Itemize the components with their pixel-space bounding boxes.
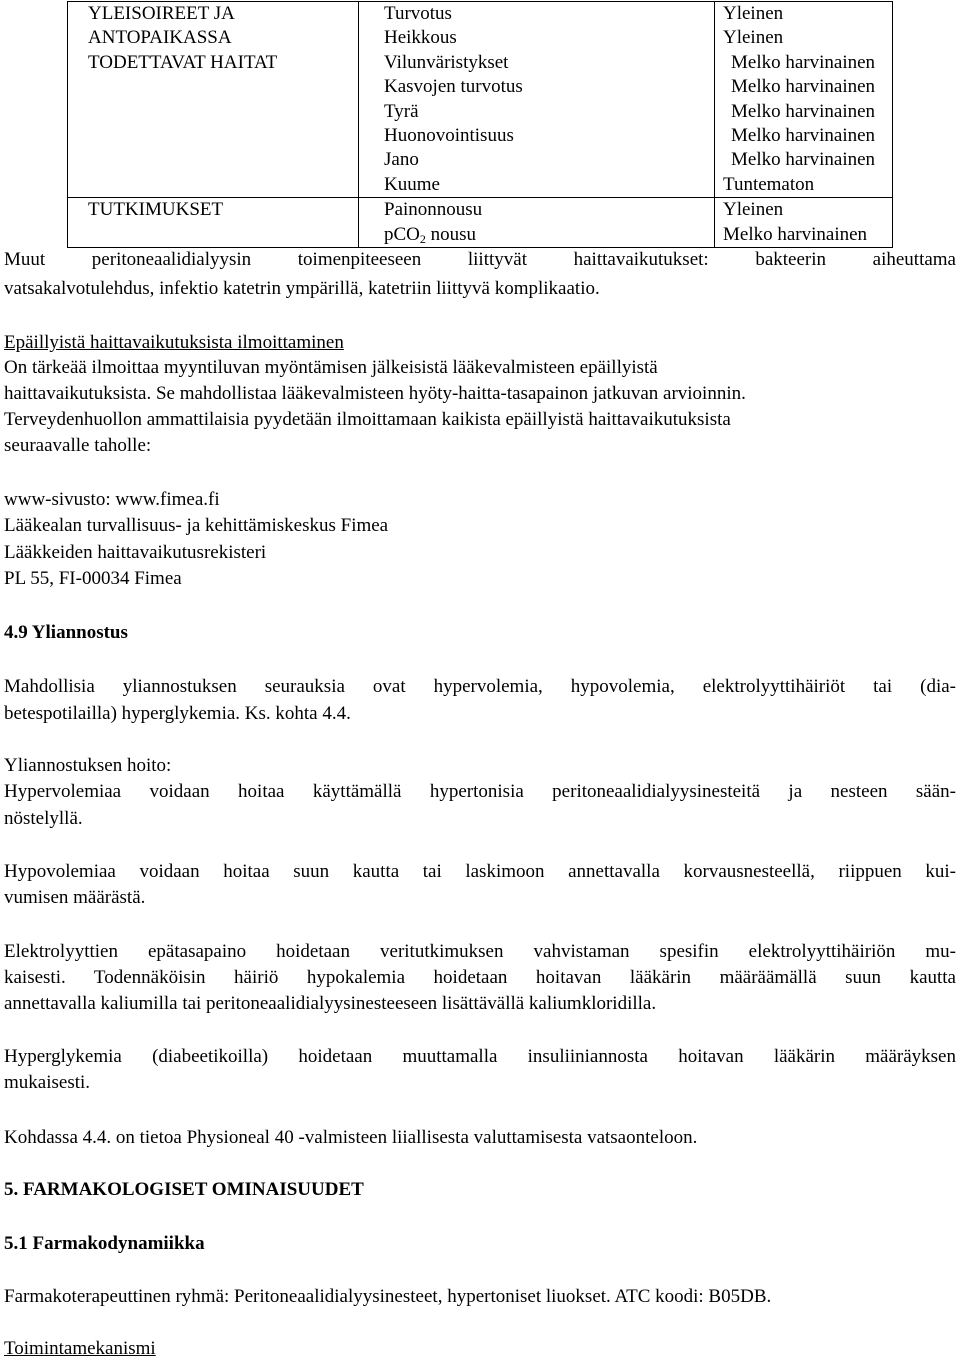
section-heading-overdose: 4.9 Yliannostus: [4, 622, 128, 643]
category-label: TUTKIMUKSET: [88, 199, 224, 221]
overdose-text-line: mukaisesti.: [4, 1072, 91, 1093]
overdose-text-line: Elektrolyyttien epätasapaino hoidetaan veritutkimuksen vahvistaman spesifin elektrolyyttihäiriön mu-: [4, 941, 956, 962]
category-label: TODETTAVAT HAITAT: [88, 51, 278, 73]
effect-label: Turvotus: [384, 3, 452, 24]
frequency-label: Tuntematon: [723, 173, 815, 195]
section-heading-pharmacodynamics: 5.1 Farmakodynamiikka: [4, 1233, 205, 1254]
effect-cell: [359, 198, 715, 248]
reporting-text-line: haittavaikutuksista. Se mahdollistaa lääkevalmisteen hyöty-haitta-tasapainon jatkuvan arvioinnin.: [4, 383, 746, 404]
overdose-text-line: Kohdassa 4.4. on tietoa Physioneal 40 -valmisteen liiallisesta valuttamisesta vatsaonteloon.: [4, 1127, 698, 1148]
effect-label: Heikkous: [384, 27, 457, 49]
reporting-postal-address: PL 55, FI-00034 Fimea: [4, 568, 182, 589]
table-row: [68, 198, 893, 248]
category-cell: [68, 198, 359, 248]
frequency-label: Melko harvinainen: [731, 51, 876, 73]
frequency-label: Melko harvinainen: [731, 76, 876, 98]
overdose-text-line: annettavalla kaliumilla tai peritoneaalidialyysinesteeseen lisättävällä kaliumkloridilla.: [4, 993, 657, 1014]
reporting-register: Lääkkeiden haittavaikutusrekisteri: [4, 542, 267, 563]
pharmacotherapeutic-group: Farmakoterapeuttinen ryhmä: Peritoneaalidialyysinesteet, hypertoniset liuokset. ATC koodi: B05DB.: [4, 1286, 772, 1307]
frequency-cell: [715, 198, 893, 248]
frequency-label: Melko harvinainen: [731, 100, 876, 122]
frequency-label: Yleinen: [723, 27, 784, 49]
frequency-label: Melko harvinainen: [731, 149, 876, 171]
frequency-label: Melko harvinainen: [723, 223, 868, 245]
reporting-text-line: seuraavalle taholle:: [4, 435, 152, 456]
frequency-cell: [715, 2, 893, 198]
overdose-text-line: betespotilailla) hyperglykemia. Ks. kohta 4.4.: [4, 703, 351, 724]
effect-label: Jano: [384, 149, 419, 171]
reporting-website: www-sivusto: www.fimea.fi: [4, 489, 220, 510]
overdose-text-line: kaisesti. Todennäköisin häiriö hypokalemia hoidetaan hoitavan lääkärin määräämällä suun kautta: [4, 967, 956, 988]
effect-label: Painonnousu: [384, 199, 483, 221]
overdose-text-line: Hyperglykemia (diabeetikoilla) hoidetaan muuttamalla insuliiniannosta hoitavan lääkärin määräyksen: [4, 1046, 956, 1067]
other-adverse-effects-line: Muut peritoneaalidialyysin toimenpiteeseen liittyvät haittavaikutukset: bakteerin aiheuttama: [4, 249, 956, 270]
frequency-label: Yleinen: [723, 3, 784, 24]
overdose-text-line: Mahdollisia yliannostuksen seurauksia ovat hypervolemia, hypovolemia, elektrolyyttihäiriöt tai (dia-: [4, 676, 956, 697]
effect-cell: [359, 2, 715, 198]
reporting-text-line: Terveydenhuollon ammattilaisia pyydetään ilmoittamaan kaikista epäillyistä haittavaikutuksista: [4, 409, 731, 430]
overdose-text-line: Hypervolemiaa voidaan hoitaa käyttämällä hypertonisia peritoneaalidialyysinesteitä ja nesteen sään-: [4, 781, 956, 802]
effect-label: pCO$_2$ nousu: [384, 223, 477, 246]
section-heading-pharmacological: 5. FARMAKOLOGISET OMINAISUUDET: [4, 1179, 364, 1200]
other-adverse-effects-line: vatsakalvotulehdus, infektio katetrin ympärillä, katetriin liittyvä komplikaatio.: [4, 278, 600, 299]
effect-label: Tyrä: [384, 100, 419, 122]
table-row: [68, 2, 893, 198]
effect-label: Vilunväristykset: [384, 51, 509, 73]
overdose-text-line: vumisen määrästä.: [4, 887, 146, 908]
overdose-treatment-label: Yliannostuksen hoito:: [4, 755, 172, 776]
frequency-label: Yleinen: [723, 199, 784, 221]
reporting-heading: Epäillyistä haittavaikutuksista ilmoittaminen: [4, 332, 344, 353]
reporting-agency: Lääkealan turvallisuus- ja kehittämiskeskus Fimea: [4, 515, 389, 536]
effect-label: Huonovointisuus: [384, 124, 514, 146]
overdose-text-line: nöstelyllä.: [4, 808, 83, 829]
overdose-text-line: Hypovolemiaa voidaan hoitaa suun kautta tai laskimoon annettavalla korvausnesteellä, riippuen kui-: [4, 861, 956, 882]
category-cell: [68, 2, 359, 198]
effect-label: Kasvojen turvotus: [384, 76, 523, 98]
mechanism-heading: Toimintamekanismi: [4, 1338, 156, 1359]
reporting-text-line: On tärkeää ilmoittaa myyntiluvan myöntämisen jälkeisistä lääkevalmisteen epäillyistä: [4, 357, 658, 378]
adverse-effects-table: [67, 1, 893, 248]
frequency-label: Melko harvinainen: [731, 124, 876, 146]
category-label: ANTOPAIKASSA: [88, 27, 232, 49]
category-label: YLEISOIREET JA: [88, 3, 235, 24]
effect-label: Kuume: [384, 173, 440, 195]
